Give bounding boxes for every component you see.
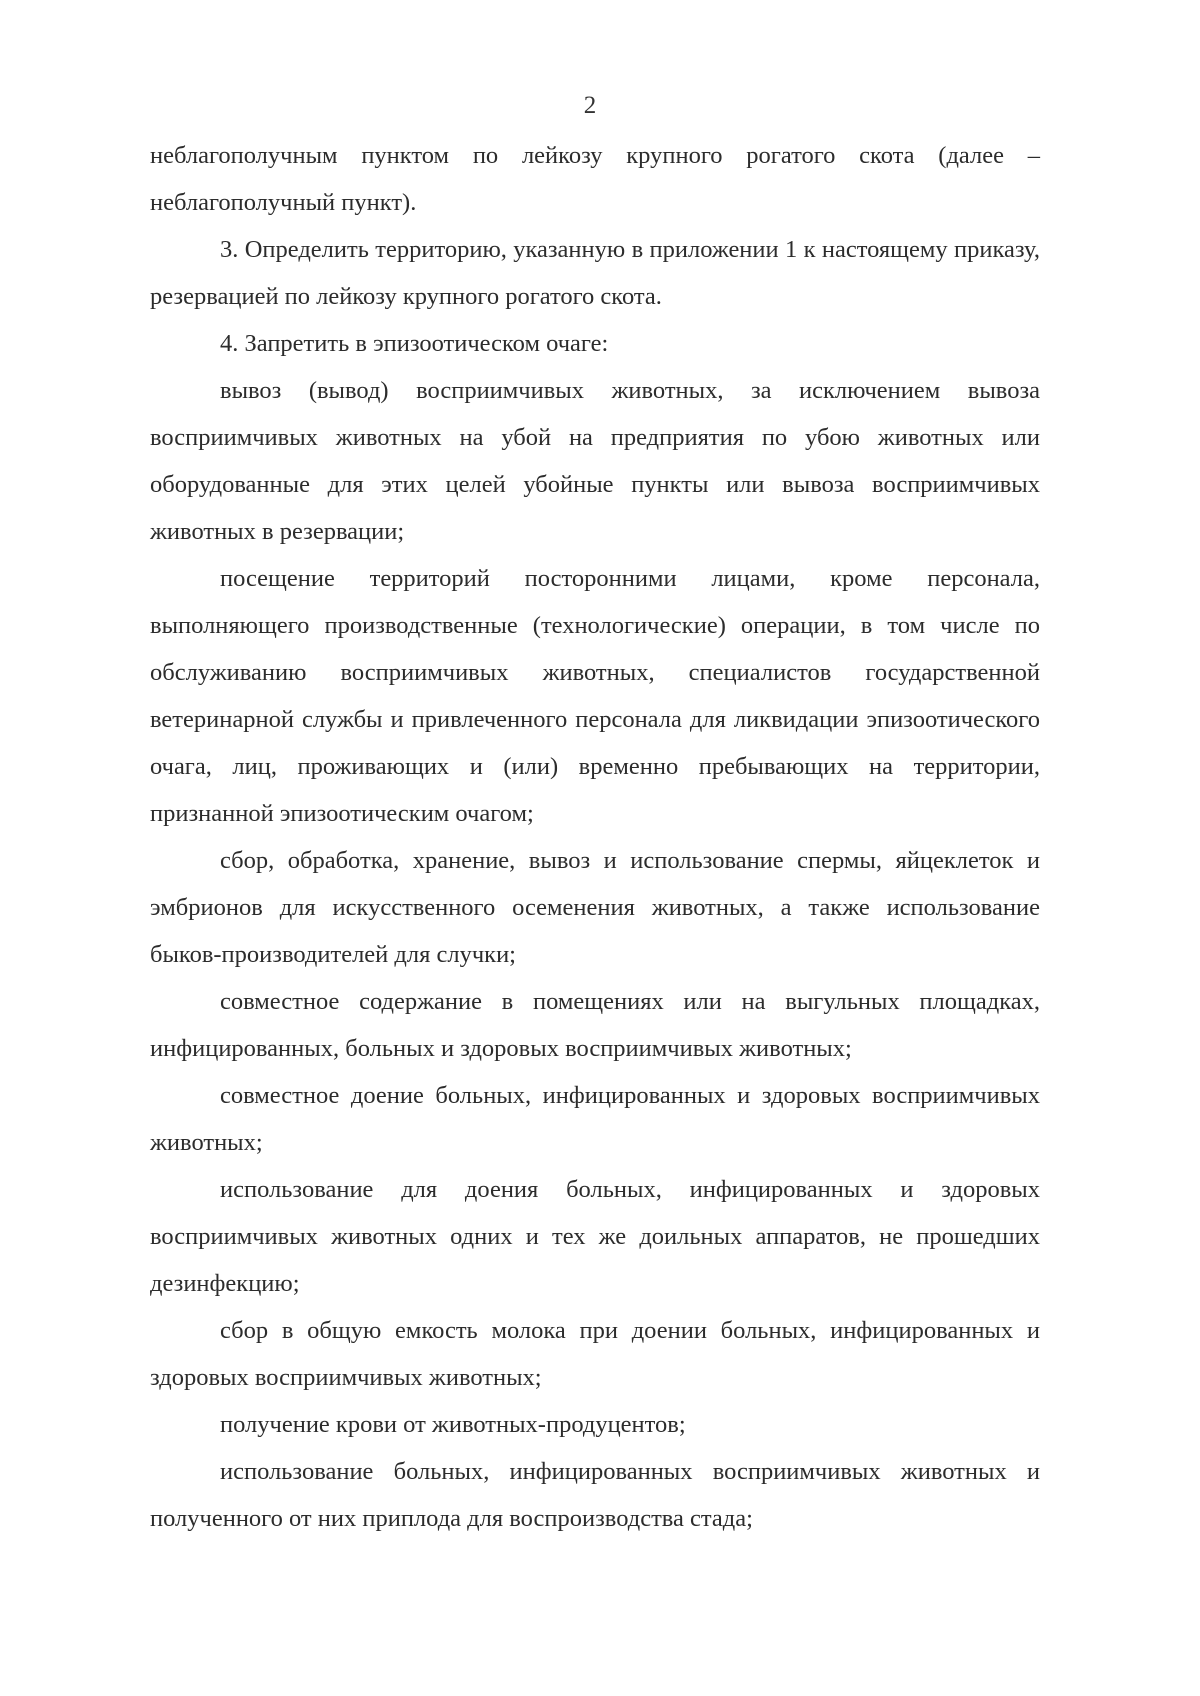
prohibition-shared-milking-machines: использование для доения больных, инфицированных и здоровых восприимчивых животных одних и тех же доильных аппаратов, не прошедших дезинфекцию; [150,1176,1040,1297]
prohibition-removal-of-animals: вывоз (вывод) восприимчивых животных, за исключением вывоза восприимчивых животных на убой на предприятия по убою животных или оборудованные для этих целей убойные пункты или вывоза восприимчивых животных в резервации; [150,377,1040,545]
prohibition-common-milk-container: сбор в общую емкость молока при доении больных, инфицированных и здоровых восприимчивых животных; [150,1317,1040,1391]
prohibition-visiting-territory: посещение территорий посторонними лицами, кроме персонала, выполняющего производственные (технологические) операции, в том числе по обслуживанию восприимчивых животных, специалистов государственной ветеринарной службы и привлеченного персонала для ликвидации эпизоотического очага, лиц, проживающих и (или) временно пребывающих на территории, признанной эпизоотическим очагом; [150,565,1040,827]
prohibition-sperm-embryo-use: сбор, обработка, хранение, вывоз и использование спермы, яйцеклеток и эмбрионов для искусственного осеменения животных, а также использование быков-производителей для случки; [150,847,1040,968]
paragraph-item-4: 4. Запретить в эпизоотическом очаге: [220,330,609,357]
prohibition-joint-keeping: совместное содержание в помещениях или на выгульных площадках, инфицированных, больных и здоровых восприимчивых животных; [150,988,1040,1062]
prohibition-blood-collection: получение крови от животных-продуцентов; [220,1411,686,1438]
paragraph-continuation: неблагополучным пунктом по лейкозу крупного рогатого скота (далее – неблагополучный пункт). [150,142,1040,216]
paragraph-item-3: 3. Определить территорию, указанную в приложении 1 к настоящему приказу, резервацией по лейкозу крупного рогатого скота. [150,236,1040,310]
page-number: 2 [583,92,597,119]
prohibition-breeding-use: использование больных, инфицированных восприимчивых животных и полученного от них приплода для воспроизводства стада; [150,1458,1040,1532]
prohibition-joint-milking: совместное доение больных, инфицированных и здоровых восприимчивых животных; [150,1082,1040,1156]
document-body [150,132,1040,1542]
